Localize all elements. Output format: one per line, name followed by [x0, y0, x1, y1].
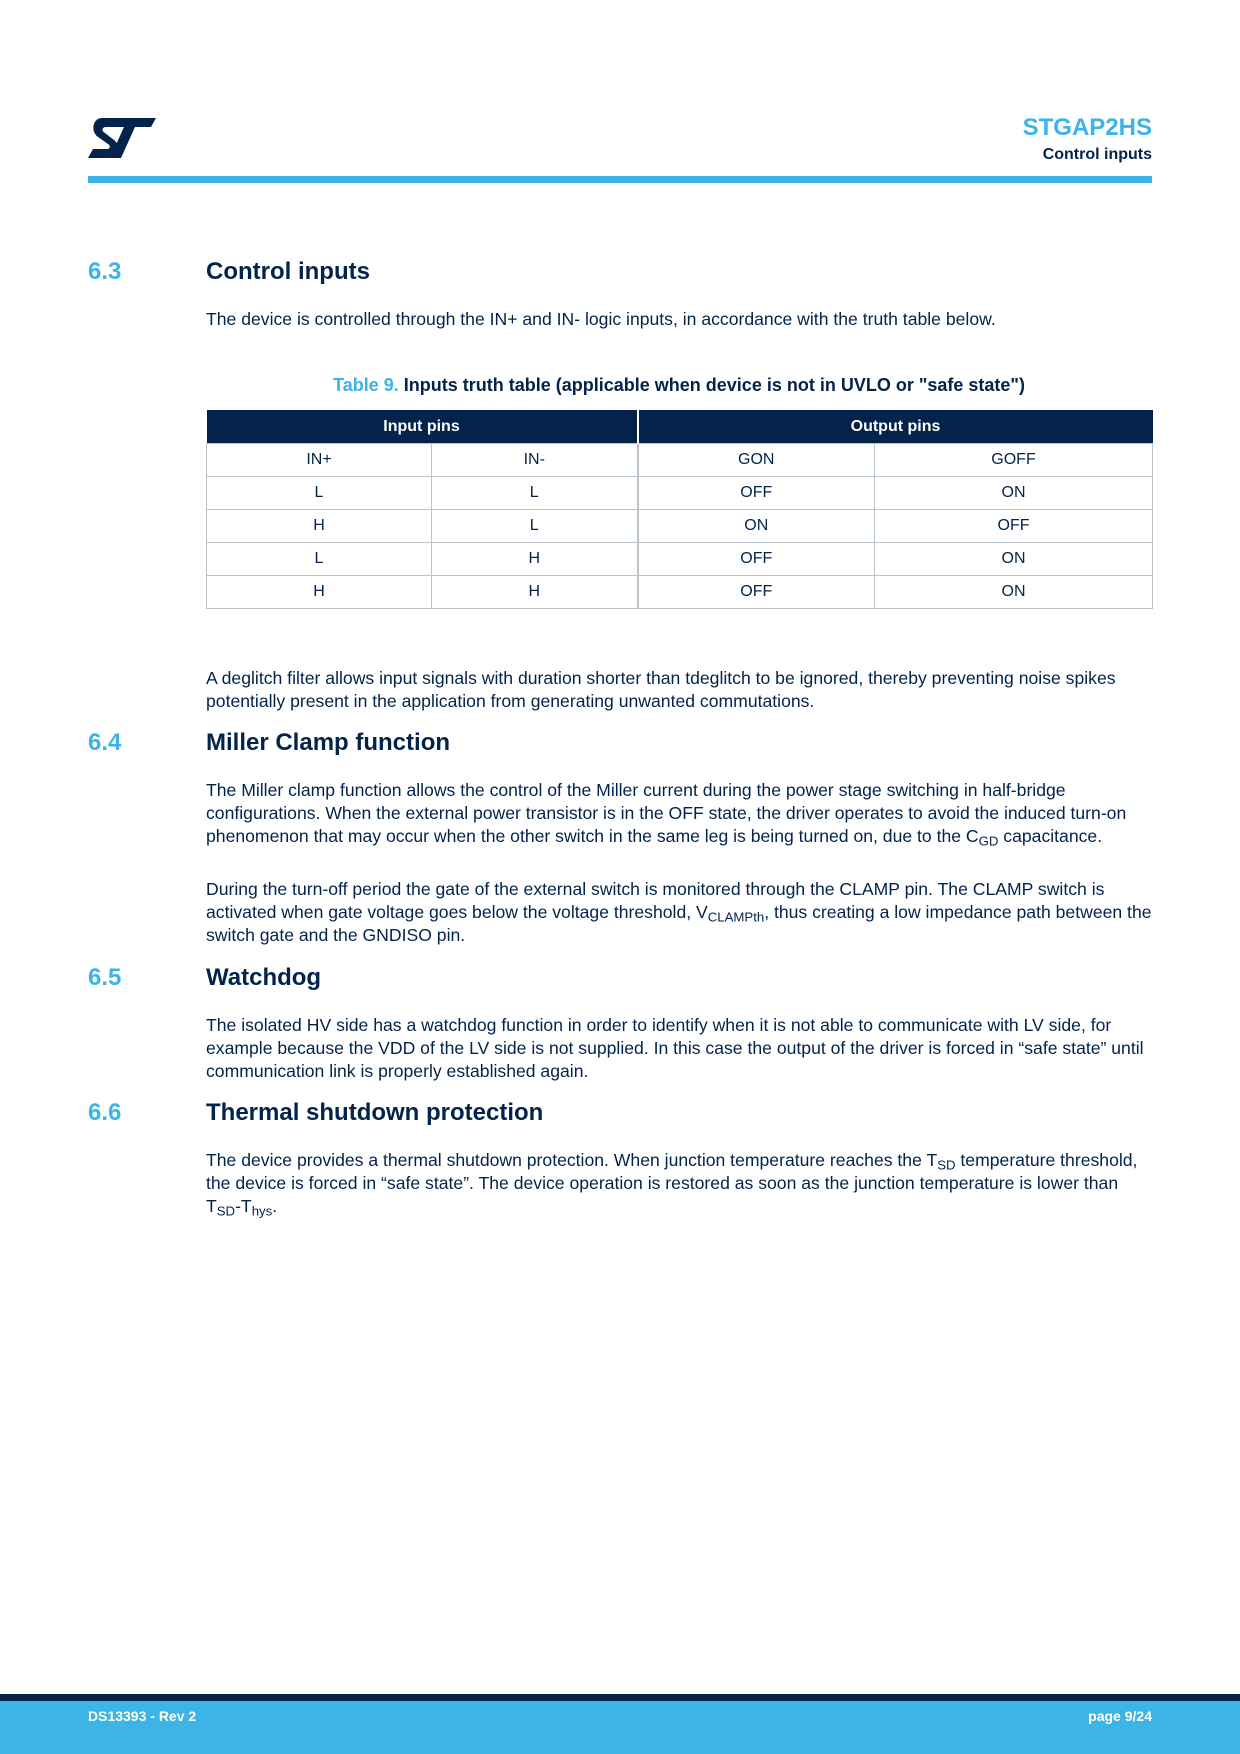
section-number-6-6: 6.6 [88, 1099, 122, 1126]
document-title: STGAP2HS [1022, 114, 1152, 141]
watchdog-paragraph: The isolated HV side has a watchdog function in order to identify when it is not able to communicate with LV side, for example because the VDD of the LV side is not supplied. In this case the output of the driver is forced in “safe state” until communication link is properly established again. [206, 1015, 1144, 1081]
table-cell: OFF [638, 477, 875, 510]
miller-clamp-paragraph-1: The Miller clamp function allows the control of the Miller current during the power stage switching in half-bridge configurations. When the external power transistor is in the OFF state, the driver operates to avoid the induced turn-on phenomenon that may occur when the other switch in the same leg is being turned on, due to the $C_{GD}$ capacitance. [206, 780, 1127, 849]
table-caption-text: Inputs truth table (applicable when device is not in UVLO or "safe state") [403, 375, 1025, 395]
table-row [207, 543, 1153, 576]
table-row [207, 477, 1153, 510]
table-cell: ON [875, 576, 1153, 609]
section-title-watchdog: Watchdog [206, 964, 322, 991]
table-cell: ON [875, 477, 1153, 510]
footer-divider [0, 1694, 1240, 1701]
table-cell: OFF [875, 510, 1153, 543]
table-cell: OFF [638, 576, 875, 609]
miller-clamp-paragraph-2: During the turn-off period the gate of the external switch is monitored through the CLAMP pin. The CLAMP switch is activated when gate voltage goes below the voltage threshold, $V_{CLAMPth}$, thus creating a low impedance path between the switch gate and the GNDISO pin. [206, 879, 1152, 945]
table-cell: ON [638, 510, 875, 543]
section-title-thermal-shutdown: Thermal shutdown protection [206, 1099, 544, 1126]
table-header-output-pins: Output pins [638, 410, 1153, 444]
deglitch-paragraph: A deglitch filter allows input signals with duration shorter than tdeglitch to be ignored, thereby preventing noise spikes potentially present in the application from generating unwanted commutations. [206, 668, 1116, 711]
table-cell: ON [875, 543, 1153, 576]
table-cell: IN- [432, 444, 638, 477]
table-cell: L [432, 510, 638, 543]
table-cell: GOFF [875, 444, 1153, 477]
table-cell: L [432, 477, 638, 510]
table-cell: H [207, 510, 432, 543]
section-title-miller-clamp: Miller Clamp function [206, 729, 451, 756]
control-inputs-intro: The device is controlled through the IN+ and IN- logic inputs, in accordance with the truth table below. [206, 309, 996, 329]
document-subtitle: Control inputs [1042, 146, 1152, 163]
table-header-input-pins: Input pins [207, 410, 638, 444]
section-number-6-3: 6.3 [88, 258, 122, 285]
inputs-truth-table [206, 410, 1153, 609]
table-cell: H [207, 576, 432, 609]
table-cell: L [207, 477, 432, 510]
section-number-6-5: 6.5 [88, 964, 122, 991]
document-revision: DS13393 - Rev 2 [88, 1708, 197, 1724]
header-divider [88, 176, 1152, 183]
section-title-control-inputs: Control inputs [206, 258, 370, 285]
table-caption [206, 375, 1152, 396]
st-logo-icon [88, 118, 156, 158]
footer-band [0, 1694, 1240, 1754]
table-cell: GON [638, 444, 875, 477]
table-cell: H [432, 576, 638, 609]
table-row [207, 444, 1153, 477]
table-caption-label: Table 9. [333, 375, 399, 395]
table-cell: H [432, 543, 638, 576]
table-cell: IN+ [207, 444, 432, 477]
table-row [207, 576, 1153, 609]
table-cell: OFF [638, 543, 875, 576]
thermal-shutdown-paragraph: The device provides a thermal shutdown protection. When junction temperature reaches the $T_{SD}$ temperature threshold, the device is forced in “safe state”. The device operation is restored as soon as the junction temperature is lower than $T_{SD}-T_{hys}$. [206, 1150, 1138, 1219]
page-number: page 9/24 [1088, 1708, 1152, 1724]
table-row [207, 510, 1153, 543]
table-cell: L [207, 543, 432, 576]
section-number-6-4: 6.4 [88, 729, 122, 756]
